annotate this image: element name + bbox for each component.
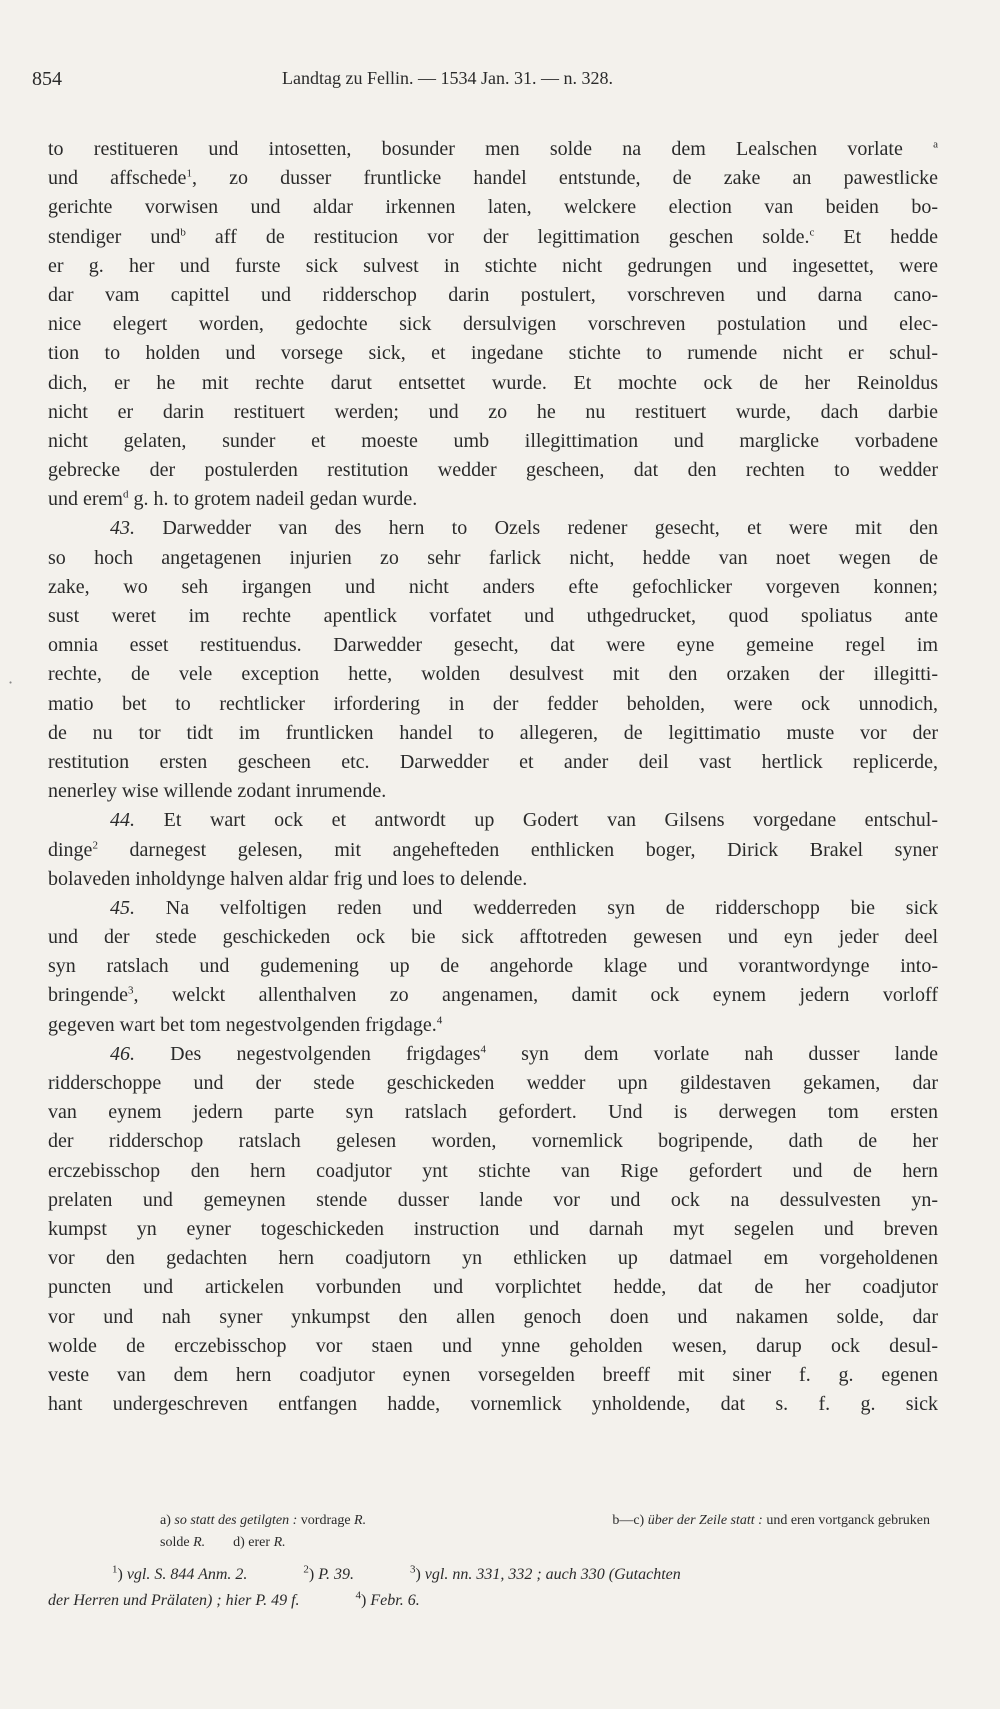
section-45-line: bringende$^3$, welckt allenthalven zo angenamen, damit ock eynem jedern vorloff xyxy=(48,984,938,1007)
margin-mark: · xyxy=(8,673,14,692)
section-46-line: puncten und artickelen vorbunden und vorplichtet hedde, dat de her coadjutor xyxy=(48,1276,938,1299)
section-43-line: nenerley wise willende zodant inrumende. xyxy=(48,780,387,803)
section-43-line: omnia esset restituendus. Darwedder gesecht, dat were eyne gemeine regel im xyxy=(48,634,938,657)
page-header xyxy=(32,68,752,104)
section-number: 44. xyxy=(110,809,135,832)
footnote-d: d) erer R. xyxy=(233,1535,286,1550)
section-46-line: der ridderschop ratslach gelesen worden, vornemlick bogripende, dath de her xyxy=(48,1130,938,1153)
section-number: 43. xyxy=(110,517,135,540)
main-text xyxy=(48,135,938,1419)
footnote-row xyxy=(48,1588,928,1614)
section-43-line: rechte, de vele exception hette, wolden desulvest mit den orzaken der illegitti- xyxy=(48,663,938,686)
text-line: und affschede$^1$, zo dusser fruntlicke handel entstunde, de zake an pawestlicke xyxy=(48,167,939,190)
section-43-line: so hoch angetagenen injurien zo sehr farlick nicht, hedde van noet wegen de xyxy=(48,546,938,569)
section-46-line: 46. Des negestvolgenden frigdages$^4$ syn dem vorlate nah dusser lande xyxy=(110,1042,938,1065)
text-line: und erem$^d$ g. h. to grotem nadeil gedan wurde. xyxy=(48,488,418,511)
section-44-line: dinge$^2$ darnegest gelesen, mit angehefteden enthlicken boger, Dirick Brakel syner xyxy=(48,838,938,861)
section-46-line: wolde de erczebisschop vor staen und ynne geholden wesen, darup ock desul- xyxy=(48,1334,938,1357)
footnote-1: $^1$) vgl. S. 844 Anm. 2. xyxy=(112,1563,248,1583)
historical-notes xyxy=(48,1562,928,1614)
section-45-line: gegeven wart bet tom negestvolgenden frigdage.$^4$ xyxy=(48,1013,443,1036)
text-line: to restitueren und intosetten, bosunder men solde na dem Lealschen vorlate $^a$ xyxy=(48,138,938,160)
section-46-line: erczebisschop den hern coadjutor ynt stichte van Rige gefordert und de hern xyxy=(48,1159,938,1182)
section-44-line: 44. Et wart ock et antwordt up Godert van Gilsens vorgedane entschul- xyxy=(110,809,938,832)
text-line: nice elegert worden, gedochte sick dersulvigen vorschreven postulation und elec- xyxy=(48,313,938,336)
footnote-4: $^4$) Febr. 6. xyxy=(355,1589,420,1609)
text-line: tion to holden und vorsege sick, et ingedane stichte to rumende nicht er schul- xyxy=(48,342,938,365)
section-43-line: de nu tor tidt im fruntlicken handel to allegeren, de legittimatio muste vor der xyxy=(48,721,938,744)
footnote-3-cont: der Herren und Prälaten) ; hier P. 49 f. xyxy=(48,1592,300,1609)
page-number: 854 xyxy=(32,68,62,90)
text-line: stendiger und$^b$ aff de restitucion vor der legittimation geschen solde.$^c$ Et hedde xyxy=(48,225,939,248)
section-43-line: zake, wo seh irgangen und nicht anders efte gefochlicker vorgeven konnen; xyxy=(48,575,938,598)
footnote-2: $^2$) P. 39. xyxy=(303,1563,354,1583)
section-45-line: 45. Na velfoltigen reden und wedderreden syn de ridderschopp bie sick xyxy=(110,896,938,919)
section-number: 46. xyxy=(110,1042,135,1065)
section-46-line: prelaten und gemeynen stende dusser lande vor und ock na dessulvesten yn- xyxy=(48,1188,938,1211)
apparatus-notes xyxy=(160,1510,930,1554)
section-number: 45. xyxy=(110,896,135,919)
section-44-line: bolaveden inholdynge halven aldar frig und loes to delende. xyxy=(48,867,528,890)
text-line: nicht er darin restituert werden; und zo he nu restituert wurde, dach darbie xyxy=(48,400,938,423)
section-46-line: vor und nah syner ynkumpst den allen genoch doen und nakamen solde, dar xyxy=(48,1305,938,1328)
section-46-line: vor den gedachten hern coadjutorn yn ethlicken up datmael em vorgeholdenen xyxy=(48,1247,938,1270)
section-43-line: 43. Darwedder van des hern to Ozels redener gesecht, et were mit den xyxy=(110,517,938,540)
footnote-3: $^3$) vgl. nn. 331, 332 ; auch 330 (Gutachten xyxy=(409,1563,681,1583)
section-46-line: ridderschoppe und der stede geschickeden wedder upn gildestaven gekamen, dar xyxy=(48,1072,938,1094)
footnote-b-c-cont: solde R. xyxy=(160,1535,206,1550)
section-43-line: matio bet to rechtlicker irfordering in der fedder beholden, were ock unnodich, xyxy=(48,692,938,715)
text-line: dich, er he mit rechte darut entsettet wurde. Et mochte ock de her Reinoldus xyxy=(48,371,938,394)
section-46-line: veste van dem hern coadjutor eynen vorsegelden breeff mit siner f. g. egenen xyxy=(48,1363,938,1386)
text-line: er g. her und furste sick sulvest in stichte nicht gedrungen und ingesettet, were xyxy=(48,254,938,277)
text-line: gerichte vorwisen und aldar irkennen laten, welckere election van beiden bo- xyxy=(48,196,938,219)
section-46-line: kumpst yn eyner togeschickeden instruction und darnah myt segelen und breven xyxy=(48,1217,938,1240)
section-45-line: und der stede geschickeden ock bie sick afftotreden gewesen und eyn jeder deel xyxy=(48,926,938,949)
text-line: gebrecke der postulerden restitution wedder gescheen, dat den rechten to wedder xyxy=(48,459,938,482)
section-46-line: van eynem jedern parte syn ratslach gefordert. Und is derwegen tom ersten xyxy=(48,1101,938,1124)
text-line: dar vam capittel und ridderschop darin postulert, vorschreven und darna cano- xyxy=(48,283,938,306)
text-line: nicht gelaten, sunder et moeste umb illegittimation und marglicke vorbadene xyxy=(48,429,938,452)
section-43-line: sust weret im rechte apentlick vorfatet und uthgedrucket, quod spoliatus ante xyxy=(48,605,938,627)
section-45-line: syn ratslach und gudemening up de angehorde klage und vorantwordynge into- xyxy=(48,955,938,978)
section-46-line: hant undergeschreven entfangen hadde, vornemlick ynholdende, dat s. f. g. sick xyxy=(48,1393,938,1416)
apparatus-row xyxy=(160,1532,930,1554)
section-43-line: restitution ersten gescheen etc. Darwedder et ander deil vast hertlick replicerde, xyxy=(48,750,938,773)
apparatus-row xyxy=(160,1510,930,1532)
footnote-a: a) so statt des getilgten : vordrage R. xyxy=(160,1513,367,1528)
running-title: Landtag zu Fellin. — 1534 Jan. 31. — n. 328. xyxy=(282,68,613,88)
footnote-row xyxy=(48,1562,928,1588)
footnote-b-c: b—c) über der Zeile statt : und eren vortganck gebruken xyxy=(612,1513,930,1528)
